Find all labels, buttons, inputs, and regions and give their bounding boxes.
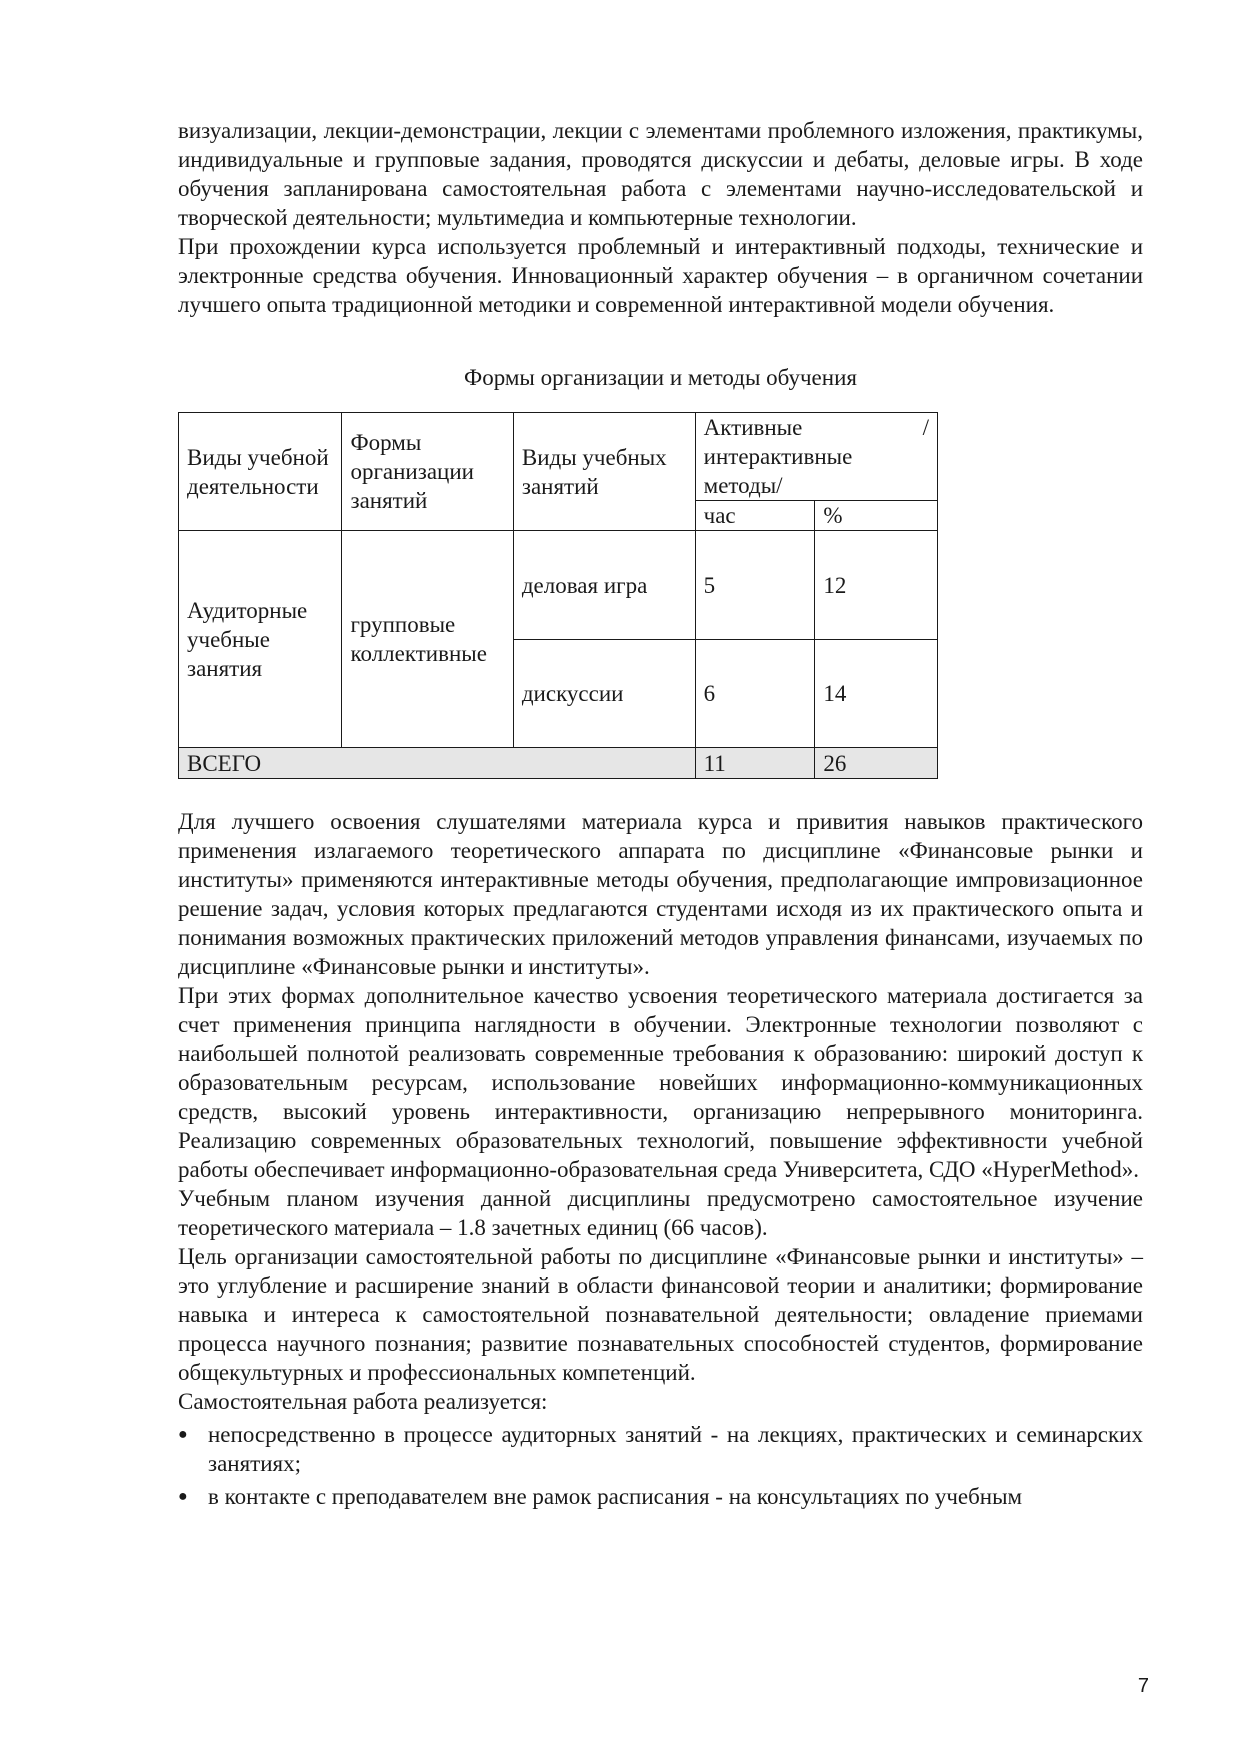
- cell-percent: 14: [815, 640, 938, 748]
- header-active-methods: [695, 413, 937, 501]
- bullet-icon: ●: [178, 1488, 188, 1505]
- header-hours: час: [695, 501, 815, 531]
- cell-type: дискуссии: [513, 640, 695, 748]
- body-paragraph-5: Самостоятельная работа реализуется:: [178, 1389, 548, 1414]
- cell-type: деловая игра: [513, 531, 695, 640]
- header-activity: Виды учебной деятельности: [179, 413, 342, 531]
- table-header-row: [179, 413, 938, 501]
- table-caption: Формы организации и методы обучения: [464, 365, 857, 390]
- table-row: [179, 531, 938, 640]
- list-item-text: непосредственно в процессе аудиторных занятий - на лекциях, практических и семинарских занятиях;: [208, 1422, 1143, 1476]
- header-types: Виды учебных занятий: [513, 413, 695, 531]
- header-active-rest: интерактивные методы/: [703, 444, 853, 498]
- intro-paragraph-2: При прохождении курса используется проблемный и интерактивный подходы, технические и электронные средства обучения. Инновационный характер обучения – в органичном сочетании лучшего опыта традиционной методики и современной интерактивной модели обучения.: [178, 234, 1143, 317]
- cell-activity: Аудиторные учебные занятия: [179, 531, 342, 748]
- table-total-row: [179, 748, 938, 779]
- total-hours: 11: [695, 748, 815, 779]
- list-item-text: в контакте с преподавателем вне рамок расписания - на консультациях по учебным: [208, 1484, 1023, 1509]
- cell-forms: групповые коллективные: [342, 531, 513, 748]
- header-forms: Формы организации занятий: [342, 413, 513, 531]
- header-active-word: Активные: [703, 415, 803, 440]
- list-item: [178, 1420, 1143, 1478]
- document-page: [178, 116, 1143, 1511]
- body-paragraph-4: Цель организации самостоятельной работы по дисциплине «Финансовые рынки и институты» – это углубление и расширение знаний в области финансовой теории и аналитики; формирование навыка и интереса к самостоятельной познавательной деятельности; овладение приемами процесса научного познания; развитие познавательных способностей студентов, формирование общекультурных и профессиональных компетенций.: [178, 1244, 1143, 1385]
- total-label: ВСЕГО: [179, 748, 696, 779]
- intro-paragraph-1: визуализации, лекции-демонстрации, лекции с элементами проблемного изложения, практикумы, индивидуальные и групповые задания, проводятся дискуссии и дебаты, деловые игры. В ходе обучения запланирована самостоятельная работа с элементами научно-исследовательской и творческой деятельности; мультимедиа и компьютерные технологии.: [178, 118, 1143, 230]
- header-active-slash: /: [922, 415, 929, 440]
- bullet-icon: ●: [178, 1426, 188, 1443]
- cell-hours: 6: [695, 640, 815, 748]
- body-paragraph-3: Учебным планом изучения данной дисциплины предусмотрено самостоятельное изучение теоретического материала – 1.8 зачетных единиц (66 часов).: [178, 1186, 1143, 1240]
- header-percent: %: [815, 501, 938, 531]
- body-section: [178, 807, 1143, 1511]
- cell-percent: 12: [815, 531, 938, 640]
- body-paragraph-1: Для лучшего освоения слушателями материала курса и привития навыков практического применения излагаемого теоретического аппарата по дисциплине «Финансовые рынки и институты» применяются интерактивные методы обучения, предполагающие импровизационное решение задач, условия которых предлагаются студентами исходя из их практического опыта и понимания возможных практических приложений методов управления финансами, изучаемых по дисциплине «Финансовые рынки и институты».: [178, 809, 1143, 979]
- page-number: 7: [1137, 1675, 1149, 1697]
- list-item: [178, 1482, 1143, 1511]
- body-paragraph-2: При этих формах дополнительное качество усвоения теоретического материала достигается за счет применения принципа наглядности в обучении. Электронные технологии позволяют с наибольшей полнотой реализовать современные требования к образованию: широкий доступ к образовательным ресурсам, использование новейших информационно-коммуникационных средств, высокий уровень интерактивности, организацию непрерывного мониторинга. Реализацию современных образовательных технологий, повышение эффективности учебной работы обеспечивает информационно-образовательная среда Университета, СДО «HyperMethod».: [178, 983, 1143, 1182]
- header-active-line1: [704, 413, 929, 442]
- methods-table: [178, 412, 938, 779]
- cell-hours: 5: [695, 531, 815, 640]
- total-percent: 26: [815, 748, 938, 779]
